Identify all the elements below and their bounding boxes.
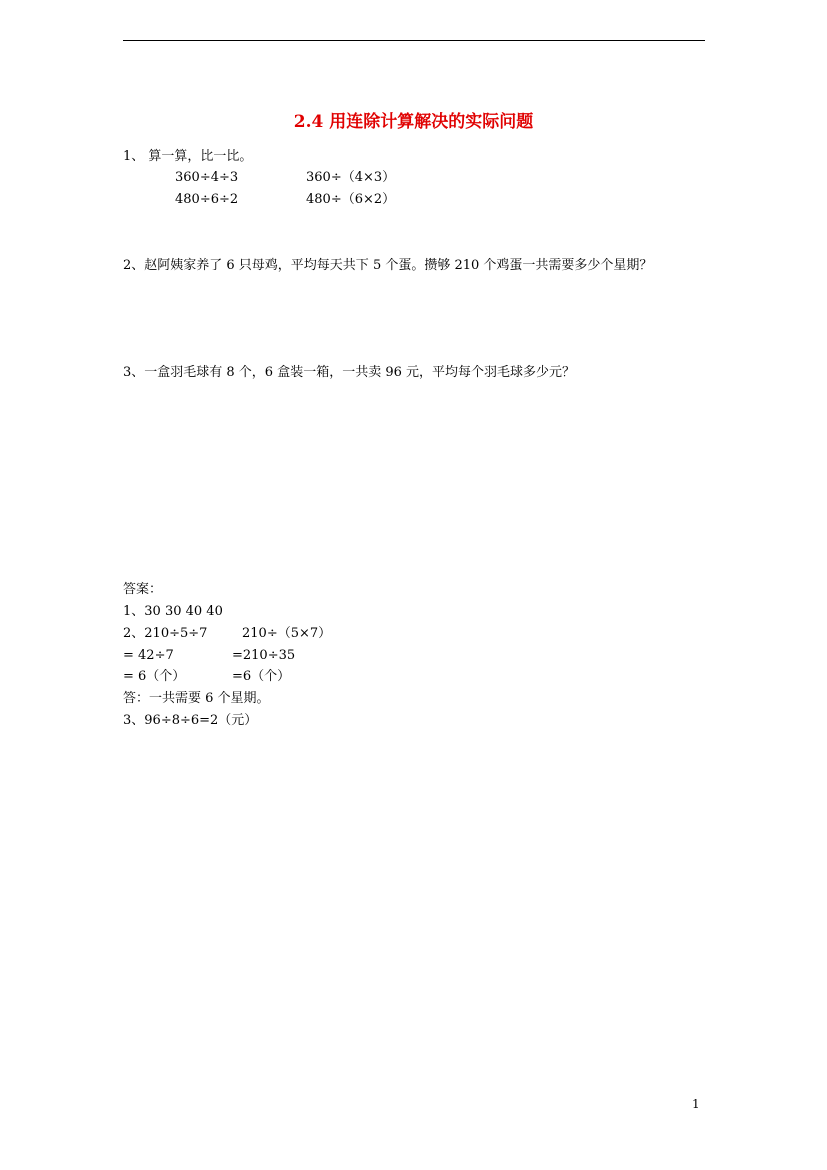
answer-1: 1、30 30 40 40 <box>123 604 223 619</box>
answer-2-line1-right: 210÷（5×7） <box>242 626 332 641</box>
page-number: 1 <box>692 1097 700 1111</box>
question-1-row2-left: 480÷6÷2 <box>175 192 239 207</box>
answer-3: 3、96÷8÷6=2（元） <box>123 713 258 728</box>
answer-2-line2-left: = 42÷7 <box>123 648 174 663</box>
answer-2-line2-right: =210÷35 <box>232 648 296 663</box>
question-1-row2-right: 480÷（6×2） <box>306 192 396 207</box>
question-2-text: 2、赵阿姨家养了 6 只母鸡，平均每天共下 5 个蛋。攒够 210 个鸡蛋一共需要多少个星期？ <box>123 258 653 273</box>
answer-2-line3-right: =6（个） <box>232 669 291 684</box>
page-title: 2.4 用连除计算解决的实际问题 <box>293 112 534 132</box>
question-1-row1-left: 360÷4÷3 <box>175 170 239 185</box>
header-rule <box>123 40 705 41</box>
question-1-prompt: 1、 算一算，比一比。 <box>123 149 253 164</box>
answer-2-line3-left: = 6（个） <box>123 669 186 684</box>
answer-2-conclusion: 答：一共需要 6 个星期。 <box>123 691 270 706</box>
answers-heading: 答案： <box>123 582 163 597</box>
question-3-text: 3、一盒羽毛球有 8 个，6 盒装一箱，一共卖 96 元，平均每个羽毛球多少元？ <box>123 365 576 380</box>
question-1-row1-right: 360÷（4×3） <box>306 170 396 185</box>
answer-2-line1-left: 2、210÷5÷7 <box>123 626 208 641</box>
